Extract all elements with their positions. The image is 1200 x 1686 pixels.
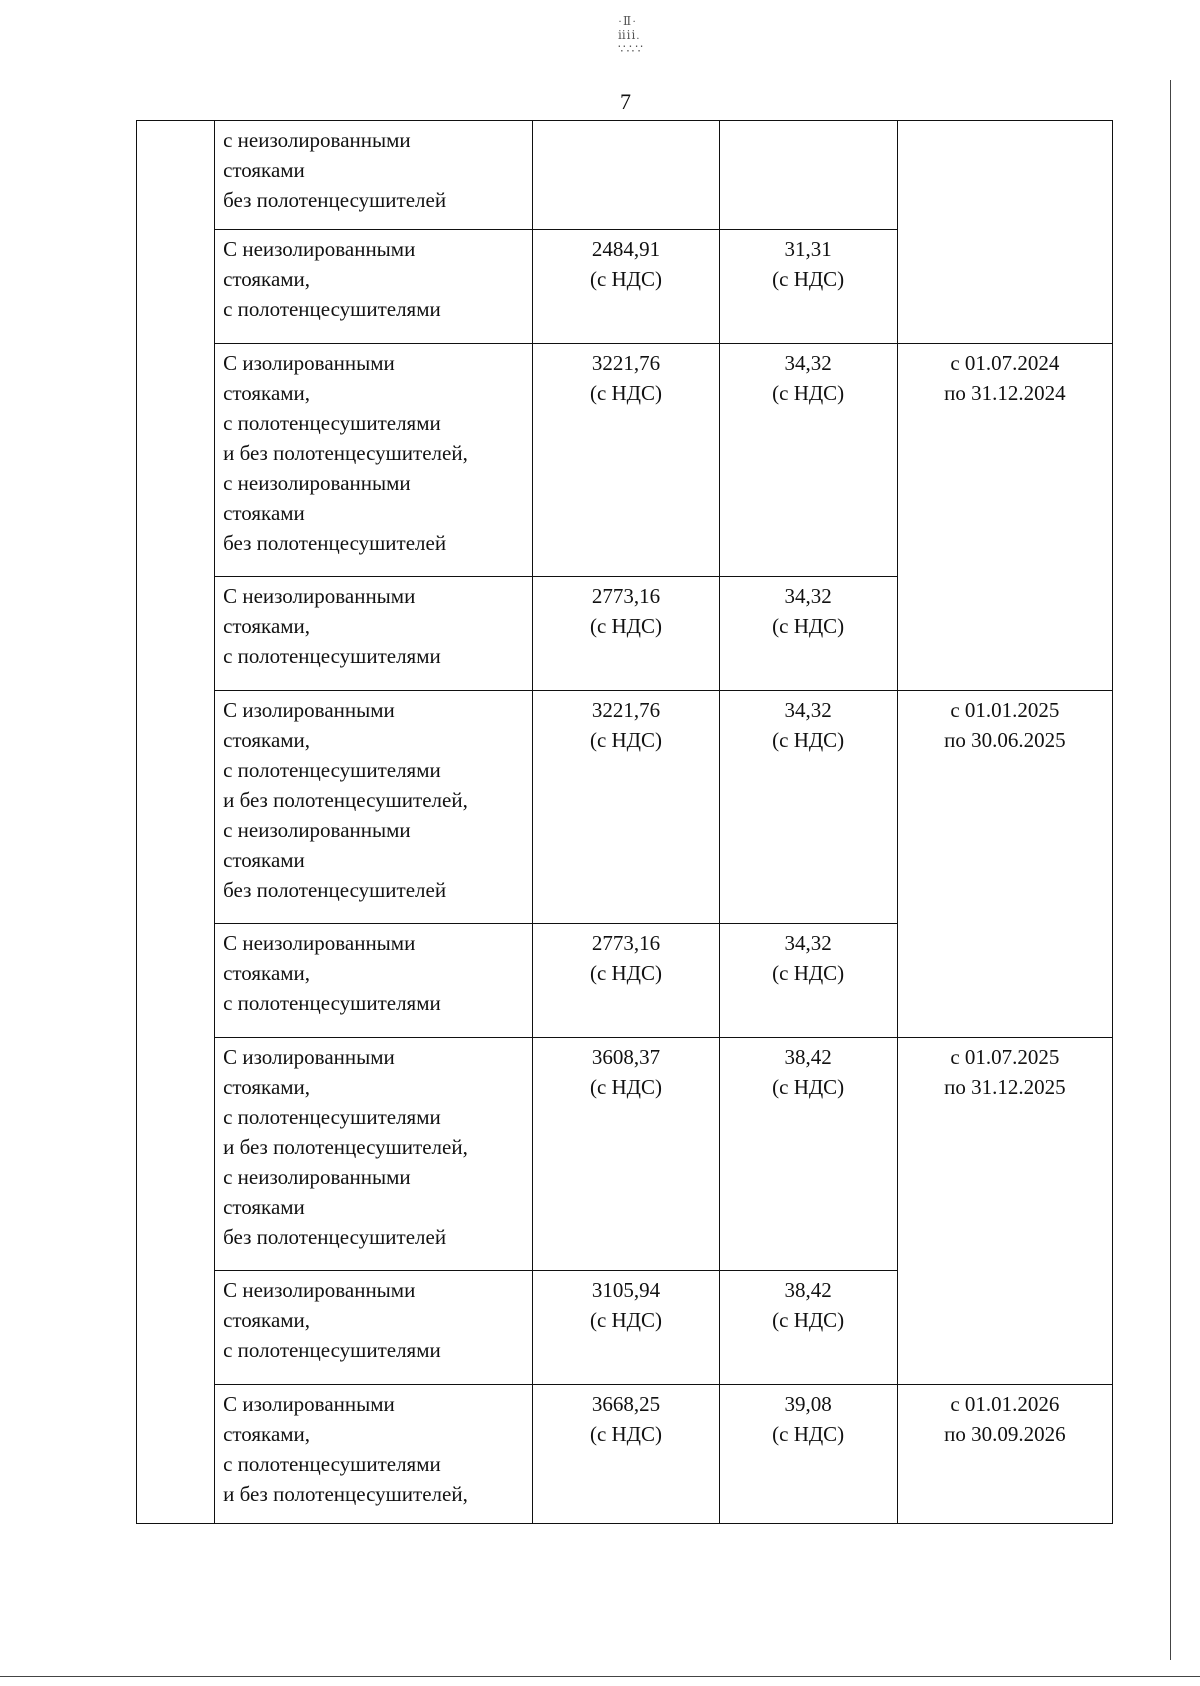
price-cell: 2773,16 (с НДС): [533, 924, 719, 1038]
rate-cell: 34,32 (с НДС): [719, 344, 897, 577]
price-cell: 3608,37 (с НДС): [533, 1038, 719, 1271]
description-cell: С неизолированными стояками, с полотенцесушителями: [215, 924, 533, 1038]
rate-cell: 34,32 (с НДС): [719, 577, 897, 691]
rate-cell: 39,08 (с НДС): [719, 1385, 897, 1524]
index-column-cell: [137, 121, 215, 1524]
rate-cell: 38,42 (с НДС): [719, 1271, 897, 1385]
price-cell: 3105,94 (с НДС): [533, 1271, 719, 1385]
table-row: [137, 1385, 1113, 1524]
description-cell: С изолированными стояками, с полотенцесушителями и без полотенцесушителей, с неизолированными стояками без полотенцесушителей: [215, 1038, 533, 1271]
rate-cell: [719, 121, 897, 230]
table-row: [137, 1038, 1113, 1271]
table-row: [137, 121, 1113, 230]
description-cell: С изолированными стояками, с полотенцесушителями и без полотенцесушителей,: [215, 1385, 533, 1524]
description-cell: С изолированными стояками, с полотенцесушителями и без полотенцесушителей, с неизолированными стояками без полотенцесушителей: [215, 691, 533, 924]
rate-cell: 34,32 (с НДС): [719, 691, 897, 924]
period-cell: [897, 121, 1112, 344]
description-cell: с неизолированными стояками без полотенцесушителей: [215, 121, 533, 230]
description-cell: С неизолированными стояками, с полотенцесушителями: [215, 230, 533, 344]
description-cell: С неизолированными стояками, с полотенцесушителями: [215, 577, 533, 691]
price-cell: [533, 121, 719, 230]
rate-cell: 34,32 (с НДС): [719, 924, 897, 1038]
price-cell: 2484,91 (с НДС): [533, 230, 719, 344]
table-row: [137, 691, 1113, 924]
period-cell: с 01.07.2025 по 31.12.2025: [897, 1038, 1112, 1385]
price-cell: 3221,76 (с НДС): [533, 344, 719, 577]
rate-cell: 38,42 (с НДС): [719, 1038, 897, 1271]
price-cell: 2773,16 (с НДС): [533, 577, 719, 691]
description-cell: С изолированными стояками, с полотенцесушителями и без полотенцесушителей, с неизолированными стояками без полотенцесушителей: [215, 344, 533, 577]
table-row: [137, 344, 1113, 577]
tariff-table: [136, 120, 1113, 1524]
price-cell: 3668,25 (с НДС): [533, 1385, 719, 1524]
period-cell: с 01.01.2026 по 30.09.2026: [897, 1385, 1112, 1524]
page-edge-bottom: [0, 1676, 1200, 1677]
page-number: 7: [620, 89, 631, 114]
price-cell: 3221,76 (с НДС): [533, 691, 719, 924]
stamp-mark: ·Ⅱ· ⅱⅰⅰ. ∵∴∵: [618, 14, 644, 56]
page-edge-right: [1170, 80, 1171, 1660]
period-cell: с 01.07.2024 по 31.12.2024: [897, 344, 1112, 691]
period-cell: с 01.01.2025 по 30.06.2025: [897, 691, 1112, 1038]
description-cell: С неизолированными стояками, с полотенцесушителями: [215, 1271, 533, 1385]
rate-cell: 31,31 (с НДС): [719, 230, 897, 344]
